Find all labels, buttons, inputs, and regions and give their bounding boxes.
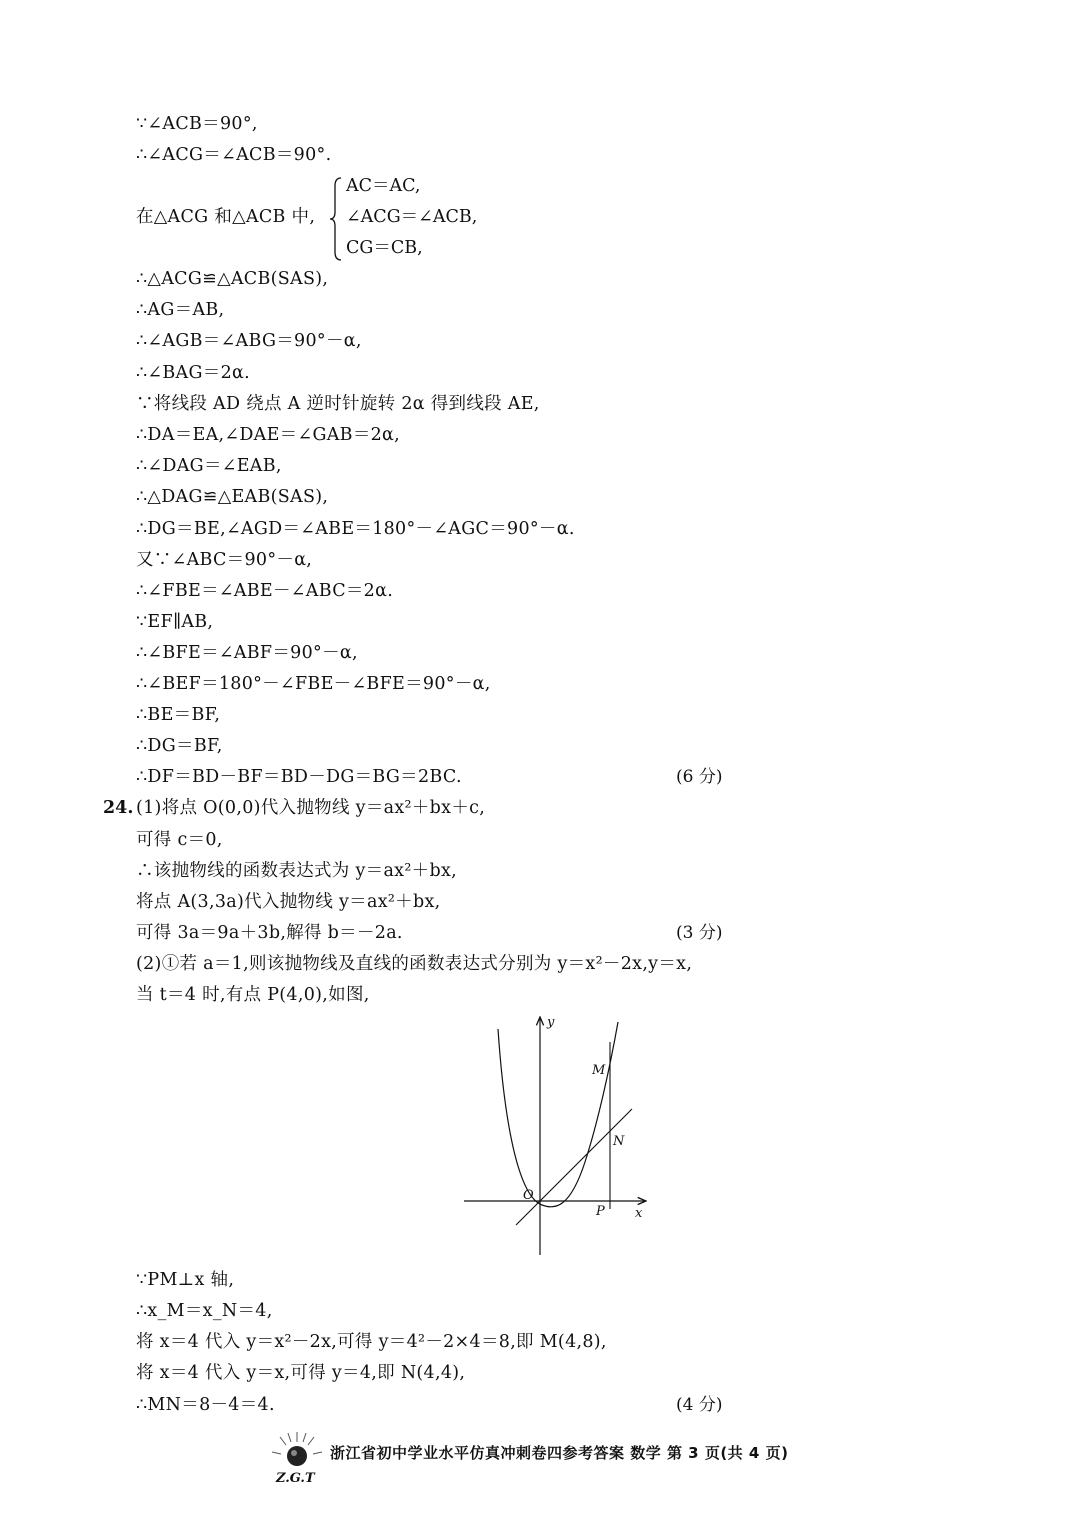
proof-line: ∴∠AGB＝∠ABG＝90°－α, bbox=[136, 331, 362, 351]
proof-line: ∴∠BFE＝∠ABF＝90°－α, bbox=[136, 643, 358, 663]
solution-line: 将点 A(3,3a)代入抛物线 y＝ax²＋bx, bbox=[136, 892, 441, 912]
solution-line: 当 t＝4 时,有点 P(4,0),如图, bbox=[136, 985, 370, 1005]
system-eq-2: ∠ACG＝∠ACB, bbox=[346, 207, 478, 227]
score-label: (6 分) bbox=[676, 767, 723, 787]
label-o: O bbox=[523, 1188, 534, 1203]
proof-line: ∴BE＝BF, bbox=[136, 705, 221, 725]
solution-line: (2)①若 a＝1,则该抛物线及直线的函数表达式分别为 y＝x²－2x,y＝x, bbox=[136, 954, 693, 974]
proof-line: ∵将线段 AD 绕点 A 逆时针旋转 2α 得到线段 AE, bbox=[136, 394, 540, 414]
zgt-logo-icon bbox=[268, 1428, 326, 1486]
proof-line: ∵∠ACB＝90°, bbox=[136, 114, 258, 134]
solution-line: 可得 3a＝9a＋3b,解得 b＝－2a. bbox=[136, 923, 403, 943]
label-m: M bbox=[592, 1063, 606, 1078]
parabola-curve bbox=[498, 1022, 618, 1207]
footer-text: 浙江省初中学业水平仿真冲刺卷四参考答案 数学 第 3 页(共 4 页) bbox=[330, 1444, 789, 1462]
label-p: P bbox=[596, 1204, 605, 1219]
proof-line: 在△ACG 和△ACB 中, bbox=[136, 207, 316, 227]
label-x: x bbox=[635, 1206, 643, 1221]
score-label: (3 分) bbox=[676, 923, 723, 943]
proof-line: ∴DF＝BD－BF＝BD－DG＝BG＝2BC. bbox=[136, 767, 462, 787]
proof-line: ∴∠ACG＝∠ACB＝90°. bbox=[136, 145, 332, 165]
solution-line: ∴x_M＝x_N＝4, bbox=[136, 1301, 273, 1321]
solution-line: ∴该抛物线的函数表达式为 y＝ax²＋bx, bbox=[136, 861, 458, 881]
proof-line: 又∵∠ABC＝90°－α, bbox=[136, 550, 313, 570]
proof-line: ∴△ACG≌△ACB(SAS), bbox=[136, 269, 329, 289]
proof-line: ∴DG＝BF, bbox=[136, 736, 223, 756]
system-brace bbox=[329, 176, 343, 262]
proof-line: ∴∠DAG＝∠EAB, bbox=[136, 456, 282, 476]
system-eq-3: CG＝CB, bbox=[346, 238, 423, 258]
proof-line: ∴∠BAG＝2α. bbox=[136, 363, 250, 383]
proof-line: ∴DG＝BE,∠AGD＝∠ABE＝180°－∠AGC＝90°－α. bbox=[136, 519, 575, 539]
system-eq-1: AC＝AC, bbox=[346, 176, 421, 196]
proof-line: ∴△DAG≌△EAB(SAS), bbox=[136, 487, 329, 507]
proof-line: ∴∠BEF＝180°－∠FBE－∠BFE＝90°－α, bbox=[136, 674, 491, 694]
question-number: 24. bbox=[103, 798, 134, 818]
label-n: N bbox=[613, 1134, 625, 1149]
parabola-figure bbox=[460, 1012, 660, 1262]
page-footer bbox=[268, 1428, 828, 1488]
solution-line: (1)将点 O(0,0)代入抛物线 y＝ax²＋bx＋c, bbox=[136, 798, 486, 818]
solution-line: ∴MN＝8－4＝4. bbox=[136, 1395, 275, 1415]
svg-text:Z.G.T: Z.G.T bbox=[276, 1471, 315, 1486]
proof-line: ∴DA＝EA,∠DAE＝∠GAB＝2α, bbox=[136, 425, 401, 445]
solution-line: 可得 c＝0, bbox=[136, 830, 223, 850]
proof-line: ∴∠FBE＝∠ABE－∠ABC＝2α. bbox=[136, 581, 394, 601]
score-label: (4 分) bbox=[676, 1395, 723, 1415]
solution-line: ∵PM⊥x 轴, bbox=[136, 1270, 235, 1290]
label-y: y bbox=[547, 1015, 555, 1030]
proof-line: ∵EF∥AB, bbox=[136, 612, 214, 632]
solution-line: 将 x＝4 代入 y＝x²－2x,可得 y＝4²－2×4＝8,即 M(4,8), bbox=[136, 1332, 607, 1352]
solution-line: 将 x＝4 代入 y＝x,可得 y＝4,即 N(4,4), bbox=[136, 1363, 466, 1383]
parabola-graph bbox=[460, 1012, 660, 1262]
line-y-equals-x bbox=[516, 1109, 632, 1225]
proof-line: ∴AG＝AB, bbox=[136, 300, 225, 320]
